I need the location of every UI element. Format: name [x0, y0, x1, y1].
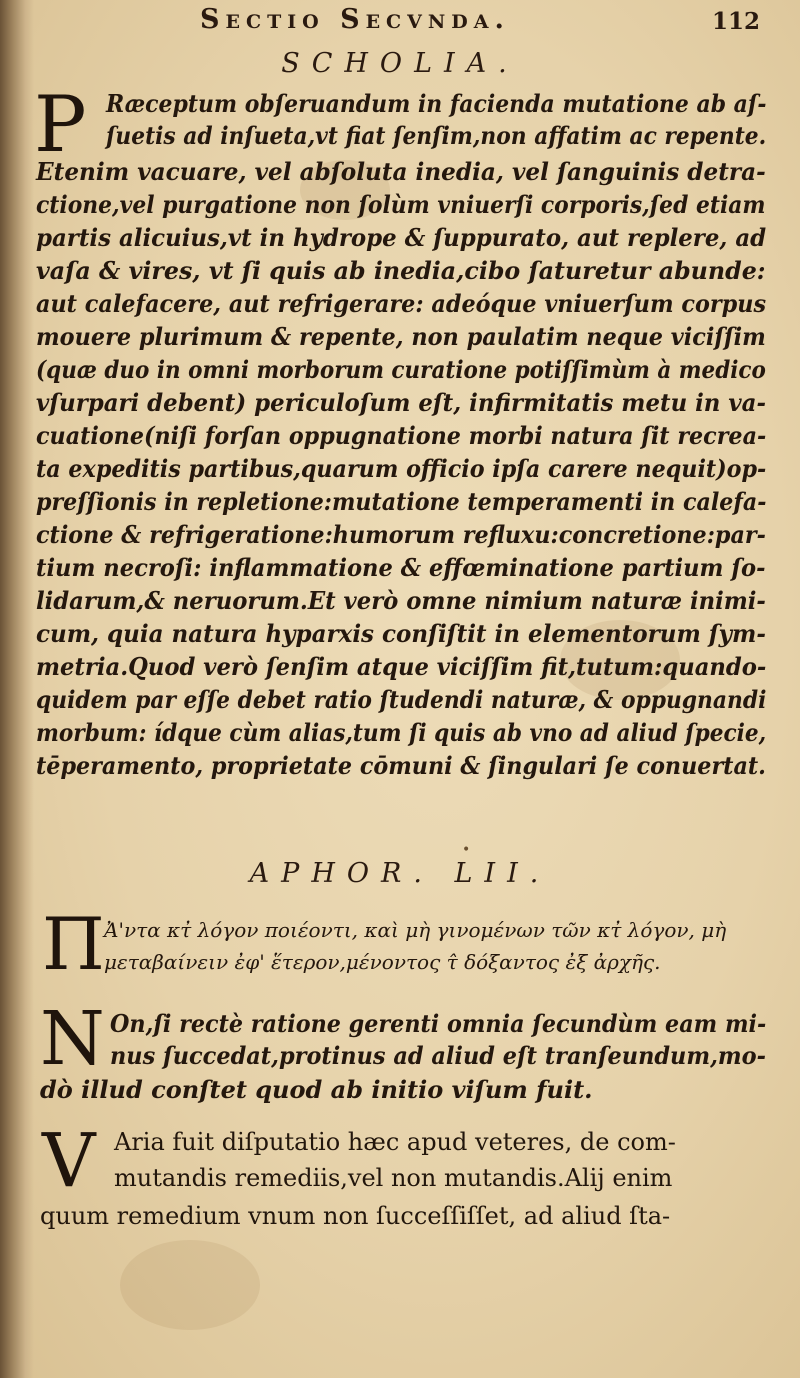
- drop-cap-pi: Π: [42, 902, 105, 986]
- ink-mark: •: [462, 842, 471, 858]
- running-head: [0, 4, 800, 38]
- translation-line: nus ſuccedat,protinus ad aliud eſt tranſeundum,mo-: [110, 1041, 766, 1070]
- commentary-line: Aria fuit diſputatio hæc apud veteres, de com-: [114, 1128, 676, 1156]
- translation-line: On,ſi rectè ratione gerenti omnia ſecundùm eam mi-: [110, 1009, 767, 1038]
- scholia-line: Ræceptum obſeruandum in facienda mutatione ab aſ-: [106, 89, 767, 118]
- drop-cap-n: N: [40, 996, 105, 1082]
- scholia-line: ta expeditis partibus,quarum officio ipſa carere nequit)op-: [36, 454, 767, 483]
- aphorism-heading: APHOR. LII.: [249, 858, 551, 889]
- foxing-stain: [120, 1240, 260, 1330]
- scholia-line: Etenim vacuare, vel abſoluta inedia, vel ſanguinis detra-: [36, 157, 766, 186]
- scholia-line: preſſionis in repletione:mutatione temperamenti in calefa-: [36, 487, 767, 516]
- drop-cap-p: P: [34, 80, 87, 170]
- page-number: 112: [711, 8, 760, 35]
- scholia-line: metria.Quod verò ſenſim atque viciſſim fit,tutum:quando-: [36, 652, 767, 681]
- scholia-line: ctione,vel purgatione non ſolùm vniuerſi corporis,ſed etiam: [36, 190, 766, 219]
- scholia-line: partis alicuius,vt in hydrope & ſuppurato, aut replere, ad: [36, 223, 767, 252]
- scholia-line: aut calefacere, aut refrigerare: adeóque vniuerſum corpus: [36, 289, 767, 318]
- scholia-heading: SCHOLIA.: [281, 48, 519, 79]
- scholia-line: vſurpari debent) periculoſum eſt, infirmitatis metu in va-: [36, 388, 766, 417]
- scholia-line: ſuetis ad inſueta,vt fiat ſenſim,non affatim ac repente.: [106, 121, 767, 150]
- scholia-line: tium necroſi: inflammatione & effœminatione partium ſo-: [36, 553, 766, 582]
- scholia-line: mouere plurimum & repente, non paulatim neque viciſſim: [36, 322, 766, 351]
- greek-line: μεταβαίνειν ἐφ' ἕτερον,μένοντος τ̂ δόξαντος ἐξ ἀρχῆς.: [104, 950, 661, 974]
- running-title: Sectio Secvnda.: [200, 4, 510, 35]
- scholia-line: tēperamento, proprietate cōmuni & ſingulari ſe conuertat.: [36, 751, 766, 780]
- scholia-line: cum, quia natura hyparxis conſiſtit in elementorum ſym-: [36, 619, 766, 648]
- scholia-line: quidem par eſſe debet ratio ſtudendi naturæ, & oppugnandi: [36, 685, 767, 714]
- greek-line: Ἀ'ντα κτ̓ λόγον ποιέοντι, καὶ μὴ γινομένων τῶν κτ̓ λόγον, μὴ: [104, 918, 727, 942]
- binding-gutter: [0, 0, 34, 1378]
- commentary-line: quum remedium vnum non ſucceſſiſſet, ad aliud ſta-: [40, 1202, 671, 1230]
- scholia-line: ctione & refrigeratione:humorum refluxu:concretione:par-: [36, 520, 766, 549]
- scholia-line: morbum: ídque cùm alias,tum ſi quis ab vno ad aliud ſpecie,: [36, 718, 767, 747]
- translation-line: dò illud conſtet quod ab initio viſum fuit.: [40, 1075, 593, 1104]
- scholia-line: vaſa & vires, vt ſi quis ab inedia,cibo ſaturetur abunde:: [36, 256, 766, 285]
- scholia-line: cuatione(niſi forſan oppugnatione morbi natura ſit recrea-: [36, 421, 767, 450]
- scholia-line: lidarum,& neruorum.Et verò omne nimium naturæ inimi-: [36, 586, 766, 615]
- scholia-line: (quæ duo in omni morborum curatione potiſſimùm à medico: [36, 355, 766, 384]
- drop-cap-v: V: [42, 1118, 96, 1204]
- commentary-line: mutandis remediis,vel non mutandis.Alij enim: [114, 1164, 673, 1192]
